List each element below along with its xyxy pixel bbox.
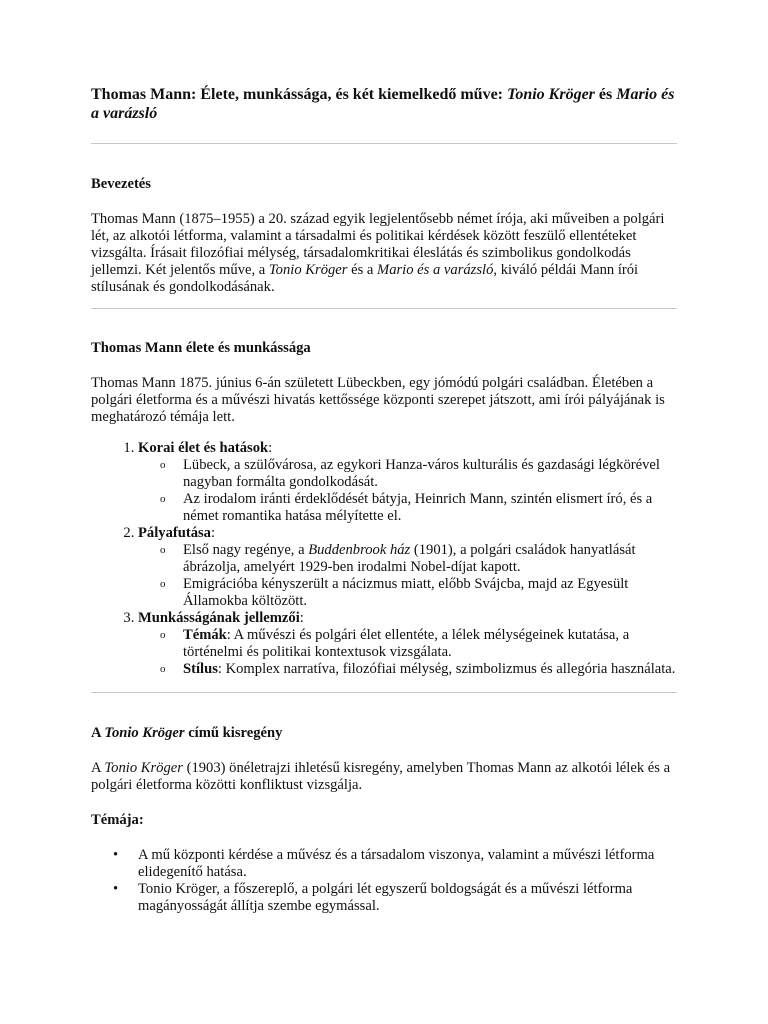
colon: : (210, 525, 216, 541)
circle-bullet-icon: o (160, 578, 166, 590)
sub-list-text: Az irodalom iránti érdeklődését bátyja, Heinrich Mann, szintén elismert író, és a német romantika hatása mélyítette el. (183, 491, 653, 524)
circle-bullet-icon: o (160, 459, 166, 471)
heading-tonio: Tonio Kröger (104, 725, 185, 741)
title-main: Thomas Mann: Élete, munkássága, és két kiemelkedő műve: (91, 86, 508, 103)
bullet-icon: • (113, 847, 119, 863)
sub-list-item (160, 491, 681, 525)
sub-list (138, 627, 681, 678)
divider (91, 692, 677, 693)
sub-list-text: : A művészi és polgári élet ellentéte, a lélek mélységeinek kutatása, a történelmi és politikai kontextusok vizsgálata. (183, 627, 630, 660)
circle-bullet-icon: o (160, 544, 166, 556)
sub-list-text: : Komplex narratíva, filozófiai mélység, szimbolizmus és allegória használata. (217, 661, 676, 677)
tonio-text-1: A (91, 760, 105, 776)
list-item-label: Munkásságának jellemzői (138, 610, 300, 626)
life-paragraph: Thomas Mann 1875. június 6-án született Lübeckben, egy jómódú polgári családban. Életében a polgári életforma és a művészi hivatás kettőssége központi szerepet játszott, ami írói pályájának is meghatározó témája lett. (91, 375, 665, 425)
divider (91, 308, 677, 309)
work-title: Buddenbrook ház (308, 542, 411, 558)
sub-list-item (160, 576, 681, 610)
sub-list-item (160, 542, 681, 576)
heading-suffix: című kisregény (184, 725, 283, 741)
sub-list (138, 457, 681, 525)
circle-bullet-icon: o (160, 663, 166, 675)
list-item-label: Korai élet és hatások (138, 440, 269, 456)
section-heading-intro: Bevezetés (91, 176, 151, 192)
title-mario: Mario és a varázsló (91, 86, 675, 122)
sub-list-text: Lübeck, a szülővárosa, az egykori Hanza-város kulturális és gazdasági légkörével nagyban formálta gondolkodását. (183, 457, 660, 490)
bullet-text: Tonio Kröger, a főszereplő, a polgári lét egyszerű boldogságát és a művészi létforma magányosságát állítja szembe egymással. (138, 881, 633, 914)
heading-prefix: A (91, 725, 105, 741)
bullet-item (113, 881, 681, 915)
intro-text-3: , kiváló példái Mann írói stílusának és gondolkodásának. (91, 262, 639, 295)
intro-paragraph (91, 211, 681, 296)
sub-list-text: Első nagy regénye, a (183, 542, 309, 558)
intro-text-2: és a (347, 262, 378, 278)
sub-list-label: Témák (183, 627, 227, 643)
bullet-item (113, 847, 681, 881)
document-page (91, 85, 681, 915)
intro-tonio: Tonio Kröger (268, 262, 348, 278)
document-title (91, 85, 681, 123)
section-heading-tonio (91, 725, 681, 742)
tonio-paragraph (91, 760, 681, 794)
tonio-text-2: (1903) önéletrajzi ihletésű kisregény, amelyben Thomas Mann az alkotói lélek és a polgári életforma közötti konfliktust vizsgálja. (91, 760, 671, 793)
sub-list-text: (1901), a polgári családok hanyatlását ábrázolja, amelyért 1929-ben irodalmi Nobel-díjat kapott. (183, 542, 636, 575)
title-and: és (594, 86, 617, 103)
section-heading-life: Thomas Mann élete és munkássága (91, 340, 311, 356)
life-numbered-list (91, 440, 681, 678)
list-item-label: Pályafutása (138, 525, 211, 541)
circle-bullet-icon: o (160, 493, 166, 505)
tema-bullet-list (91, 847, 681, 915)
bullet-text: A mű központi kérdése a művész és a társadalom viszonya, valamint a művészi létforma elidegenítő hatása. (138, 847, 655, 880)
sub-list-label: Stílus (183, 661, 218, 677)
bullet-icon: • (113, 881, 119, 897)
sub-list-item (160, 457, 681, 491)
list-item (138, 525, 681, 610)
divider (91, 143, 677, 144)
sub-list (138, 542, 681, 610)
colon: : (268, 440, 273, 456)
colon: : (299, 610, 304, 626)
sub-list-item (160, 661, 681, 678)
subheading-tema: Témája: (91, 812, 144, 828)
title-tonio: Tonio Kröger (507, 86, 595, 103)
list-item (138, 440, 681, 525)
list-item (138, 610, 681, 678)
intro-text-1: Thomas Mann (1875–1955) a 20. század egyik legjelentősebb német írója, aki műveiben a polgári lét, az alkotói létforma, valamint a társadalmi és politikai kérdések között feszülő ellentéteket vizsgálta. Írásait filozófiai mélység, társadalomkritikai éleslátás és szimbolikus gondolkodás jellemzi. Két jelentős műve, a (91, 211, 665, 278)
sub-list-item (160, 627, 681, 661)
tonio-title: Tonio Kröger (104, 760, 183, 776)
sub-list-text: Emigrációba kényszerült a nácizmus miatt, előbb Svájcba, majd az Egyesült Államokba költözött. (183, 576, 629, 609)
intro-mario: Mario és a varázsló (377, 262, 494, 278)
circle-bullet-icon: o (160, 629, 166, 641)
